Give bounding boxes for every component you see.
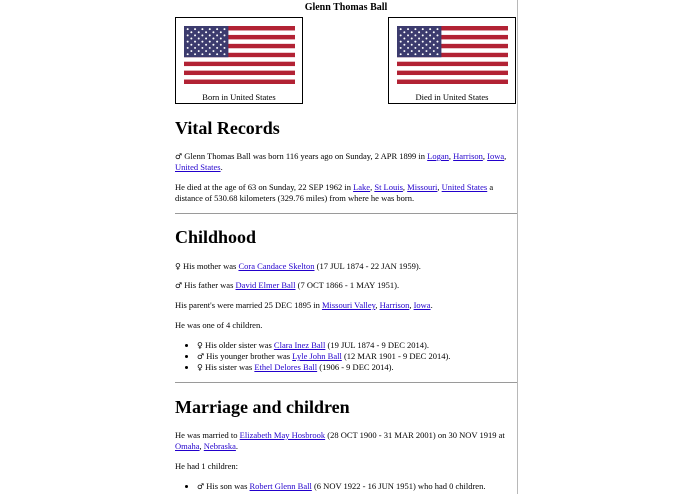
- flag-star: [429, 28, 431, 30]
- death-text: He died at the age of 63 on Sunday, 22 SEP 1962 in: [175, 182, 354, 192]
- flag-star: [190, 50, 192, 52]
- flag-star: [411, 50, 413, 52]
- born-caption: Born in United States: [202, 92, 276, 102]
- flag-star: [201, 53, 203, 55]
- flag-star: [436, 34, 438, 36]
- father-text: His father was: [182, 280, 236, 290]
- flag-star: [400, 34, 402, 36]
- flag-stripe: [397, 62, 508, 67]
- sibling-dates: (12 MAR 1901 - 9 DEC 2014).: [341, 351, 451, 361]
- female-symbol-icon: ♀: [197, 341, 203, 350]
- separator: ,: [370, 182, 375, 192]
- flag-star: [400, 47, 402, 49]
- flag-star: [223, 47, 225, 49]
- flag-star: [194, 28, 196, 30]
- link-father[interactable]: David Elmer Ball: [235, 280, 296, 290]
- flag-star: [216, 53, 218, 55]
- flag-star: [429, 34, 431, 36]
- link-missouri-valley[interactable]: Missouri Valley: [321, 300, 376, 310]
- sibling-dates: (19 JUL 1874 - 9 DEC 2014).: [325, 340, 429, 350]
- vital-records-heading: Vital Records: [175, 118, 280, 138]
- flag-star: [212, 50, 214, 52]
- flag-stripe: [397, 71, 508, 76]
- flag-star: [187, 28, 189, 30]
- list-item: [197, 351, 539, 362]
- siblings-list: [175, 340, 539, 373]
- sibling-text: His older sister was: [202, 340, 274, 350]
- flag-stripe: [397, 80, 508, 84]
- died-flag-box: [388, 17, 516, 104]
- sibling-text: His sister was: [202, 362, 255, 372]
- flag-star: [198, 44, 200, 46]
- birth-end: .: [220, 162, 223, 172]
- marriage-paragraph: [175, 430, 517, 452]
- flag-star: [216, 41, 218, 43]
- separator: ,: [199, 441, 204, 451]
- flag-star: [198, 38, 200, 40]
- flag-star: [425, 31, 427, 33]
- female-symbol-icon: ♀: [175, 262, 181, 271]
- separator: ,: [448, 151, 454, 161]
- flag-star: [194, 34, 196, 36]
- flag-star: [407, 34, 409, 36]
- flag-stripe: [397, 57, 508, 62]
- flag-star: [223, 34, 225, 36]
- flag-star: [433, 31, 435, 33]
- link-mother[interactable]: Cora Candace Skelton: [238, 261, 315, 271]
- flag-star: [414, 28, 416, 30]
- father-paragraph: [175, 280, 517, 291]
- father-dates: (7 OCT 1866 - 1 MAY 1951).: [295, 280, 400, 290]
- flag-star: [201, 41, 203, 43]
- own-children-count-paragraph: He had 1 children:: [175, 461, 239, 471]
- us-flag-icon: [184, 26, 295, 84]
- flag-star: [403, 31, 405, 33]
- flag-star: [407, 47, 409, 49]
- flag-stripe: [184, 62, 295, 67]
- link-logan[interactable]: Logan: [427, 151, 449, 161]
- flag-canton: [397, 26, 441, 57]
- flag-star: [400, 53, 402, 55]
- male-symbol-icon: ♂: [175, 152, 183, 161]
- link-lake[interactable]: Lake: [353, 182, 371, 192]
- flag-star: [422, 47, 424, 49]
- flag-stripe: [397, 66, 508, 71]
- flag-star: [187, 53, 189, 55]
- list-item: [197, 362, 539, 373]
- marriage-dates: (28 OCT 1900 - 31 MAR 2001) on 30 NOV 1919 at: [325, 430, 505, 440]
- flag-star: [425, 44, 427, 46]
- parents-marriage-end: .: [430, 300, 433, 310]
- flag-star: [425, 50, 427, 52]
- separator: ,: [437, 182, 442, 192]
- flag-star: [407, 53, 409, 55]
- mother-dates: (17 JUL 1874 - 22 JAN 1959).: [314, 261, 421, 271]
- flag-star: [422, 53, 424, 55]
- flag-star: [216, 34, 218, 36]
- flag-star: [223, 41, 225, 43]
- list-item: [197, 340, 539, 351]
- flag-stripe: [184, 57, 295, 62]
- flag-star: [212, 38, 214, 40]
- died-caption: Died in United States: [415, 92, 489, 102]
- flag-star: [433, 50, 435, 52]
- flag-star: [209, 34, 211, 36]
- link-missouri[interactable]: Missouri: [407, 182, 438, 192]
- flag-star: [209, 41, 211, 43]
- child-text: His son was: [204, 481, 250, 491]
- flag-star: [411, 38, 413, 40]
- flag-star: [418, 38, 420, 40]
- flag-star: [212, 44, 214, 46]
- flag-stripe: [184, 71, 295, 76]
- separator: ,: [402, 182, 408, 192]
- column-divider: [517, 0, 518, 494]
- flag-star: [223, 53, 225, 55]
- flag-star: [425, 38, 427, 40]
- link-sibling[interactable]: Clara Inez Ball: [273, 340, 326, 350]
- flag-stripe: [184, 80, 295, 84]
- link-iowa[interactable]: Iowa: [413, 300, 431, 310]
- marriage-end: .: [235, 441, 239, 451]
- section-divider: [175, 382, 517, 383]
- separator: ,: [375, 300, 380, 310]
- flag-star: [198, 50, 200, 52]
- flag-star: [187, 41, 189, 43]
- flag-star: [403, 38, 405, 40]
- male-symbol-icon: ♂: [197, 352, 205, 361]
- marriage-heading: Marriage and children: [175, 397, 350, 417]
- child-dates: (6 NOV 1922 - 16 JUN 1951) who had 0 children.: [311, 481, 486, 491]
- link-spouse[interactable]: Elizabeth May Hosbrook: [239, 430, 326, 440]
- flag-star: [209, 53, 211, 55]
- flag-star: [407, 28, 409, 30]
- death-end: a distance of 530.68 kilometers (329.76 miles) from where he was born.: [175, 182, 494, 203]
- flag-star: [411, 44, 413, 46]
- flag-star: [436, 41, 438, 43]
- flag-star: [205, 44, 207, 46]
- birth-paragraph: [175, 151, 517, 173]
- flag-star: [194, 53, 196, 55]
- flag-star: [414, 47, 416, 49]
- flag-star: [429, 53, 431, 55]
- separator: ,: [504, 151, 507, 161]
- section-divider: [175, 213, 517, 214]
- flag-star: [223, 28, 225, 30]
- flag-star: [414, 41, 416, 43]
- link-nebraska[interactable]: Nebraska: [203, 441, 236, 451]
- flag-stripe: [397, 75, 508, 80]
- flag-star: [194, 41, 196, 43]
- mother-paragraph: [175, 261, 517, 272]
- sibling-dates: (1906 - 9 DEC 2014).: [317, 362, 394, 372]
- birth-text: Glenn Thomas Ball was born 116 years ago on Sunday, 2 APR 1899 in: [182, 151, 428, 161]
- link-child[interactable]: Robert Glenn Ball: [249, 481, 312, 491]
- childhood-heading: Childhood: [175, 227, 257, 247]
- flag-star: [400, 28, 402, 30]
- flag-star: [216, 47, 218, 49]
- flag-star: [411, 31, 413, 33]
- flag-star: [205, 50, 207, 52]
- us-flag-icon: [397, 26, 508, 84]
- flag-star: [220, 50, 222, 52]
- parents-marriage-paragraph: [175, 300, 517, 311]
- flag-star: [209, 47, 211, 49]
- flag-star: [414, 34, 416, 36]
- death-paragraph: [175, 182, 517, 204]
- flag-star: [216, 28, 218, 30]
- flag-star: [403, 50, 405, 52]
- flag-star: [433, 44, 435, 46]
- flag-star: [209, 28, 211, 30]
- flag-star: [220, 38, 222, 40]
- flag-star: [205, 38, 207, 40]
- flag-stripe: [184, 66, 295, 71]
- mother-text: His mother was: [180, 261, 239, 271]
- flag-star: [220, 44, 222, 46]
- children-count-paragraph: He was one of 4 children.: [175, 320, 263, 330]
- link-united-states[interactable]: United States: [441, 182, 488, 192]
- flag-star: [205, 31, 207, 33]
- flag-star: [433, 38, 435, 40]
- children-list: [175, 481, 539, 492]
- separator: ,: [482, 151, 488, 161]
- flag-star: [201, 28, 203, 30]
- sibling-text: His younger brother was: [204, 351, 293, 361]
- flag-star: [422, 34, 424, 36]
- flag-star: [187, 34, 189, 36]
- flag-star: [414, 53, 416, 55]
- flag-star: [407, 41, 409, 43]
- link-omaha[interactable]: Omaha: [175, 441, 200, 451]
- flag-star: [429, 47, 431, 49]
- flag-stripe: [184, 75, 295, 80]
- marriage-text: He was married to: [175, 430, 240, 440]
- link-sibling[interactable]: Ethel Delores Ball: [254, 362, 318, 372]
- flag-star: [429, 41, 431, 43]
- link-harrison[interactable]: Harrison: [379, 300, 410, 310]
- link-harrison[interactable]: Harrison: [453, 151, 483, 161]
- link-iowa[interactable]: Iowa: [487, 151, 505, 161]
- list-item: [197, 481, 539, 492]
- flag-star: [201, 47, 203, 49]
- flag-star: [436, 28, 438, 30]
- female-symbol-icon: ♀: [197, 363, 203, 372]
- flag-star: [418, 50, 420, 52]
- flag-star: [418, 31, 420, 33]
- flag-star: [190, 38, 192, 40]
- flag-star: [194, 47, 196, 49]
- flag-star: [187, 47, 189, 49]
- flag-star: [418, 44, 420, 46]
- flag-star: [400, 41, 402, 43]
- flag-star: [436, 53, 438, 55]
- link-united-states[interactable]: United States: [175, 162, 221, 172]
- male-symbol-icon: ♂: [175, 281, 183, 290]
- flag-star: [436, 47, 438, 49]
- flag-star: [198, 31, 200, 33]
- page-title: Glenn Thomas Ball: [304, 2, 388, 13]
- flag-star: [220, 31, 222, 33]
- separator: ,: [409, 300, 414, 310]
- flag-star: [422, 28, 424, 30]
- male-symbol-icon: ♂: [197, 482, 205, 491]
- parents-marriage-text: His parent's were married 25 DEC 1895 in: [175, 300, 322, 310]
- flag-star: [190, 44, 192, 46]
- flag-star: [403, 44, 405, 46]
- link-st-louis[interactable]: St Louis: [374, 182, 403, 192]
- flag-star: [190, 31, 192, 33]
- flag-canton: [184, 26, 228, 57]
- born-flag-box: [175, 17, 303, 104]
- flag-star: [422, 41, 424, 43]
- flag-star: [212, 31, 214, 33]
- link-sibling[interactable]: Lyle John Ball: [292, 351, 342, 361]
- flag-star: [201, 34, 203, 36]
